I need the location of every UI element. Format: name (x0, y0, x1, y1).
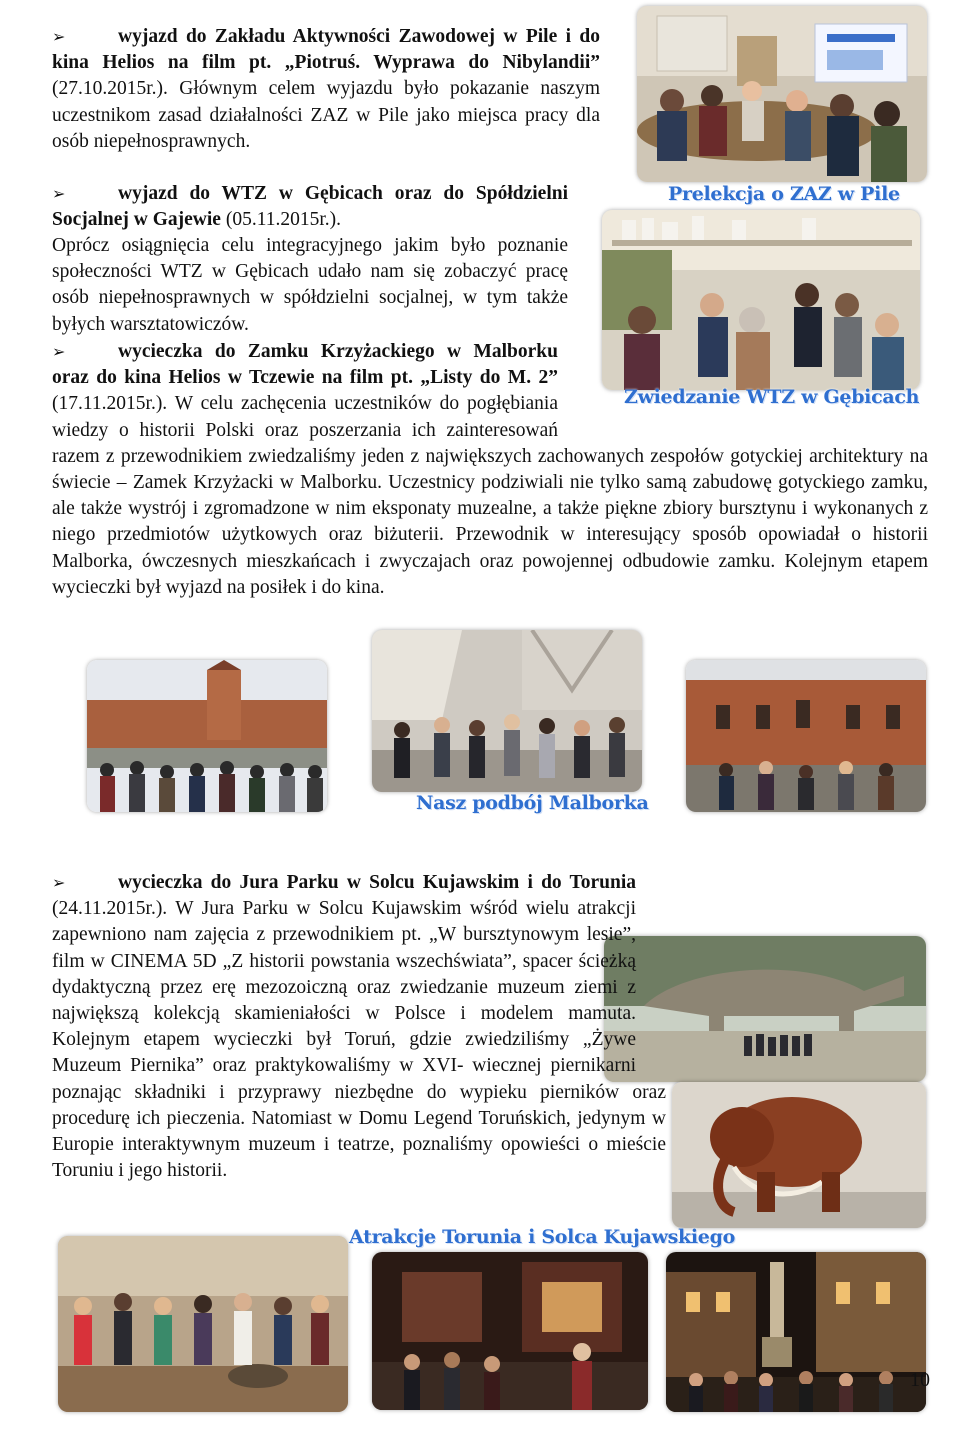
section-date: (27.10.2015r.). (52, 78, 168, 100)
photo-malbork-courtyard (87, 660, 327, 812)
caption-zaz: Prelekcja o ZAZ w Pile (668, 183, 900, 205)
section-title: wyjazd do WTZ w Gębicach oraz do Spółdzielni Socjalnej w Gajewie (52, 183, 568, 231)
bullet-icon: ➢ (52, 27, 66, 46)
bullet-icon: ➢ (52, 873, 66, 892)
photo-zaz-lecture (637, 6, 927, 182)
caption-malbork: Nasz podbój Malborka (416, 792, 649, 814)
section-body: Głównym celem wyjazdu było pokazanie naszym uczestnikom zasad działalności ZAZ w Pile jako miejsca pracy dla osób niepełnosprawnych. (52, 78, 600, 152)
section-title: wycieczka do Jura Parku w Solcu Kujawskim i do Torunia (118, 872, 636, 893)
photo-malbork-walls (686, 660, 926, 812)
section-wtz-body: Oprócz osiągnięcia celu integracyjnego jakim było poznanie społeczności WTZ w Gębicach udało nam się zobaczyć pracę osób niepełnosprawnych w spółdzielni socjalnej, w tym także byłych warsztatowiczów. (52, 235, 568, 335)
caption-torun: Atrakcje Torunia i Solca Kujawskiego (349, 1226, 735, 1248)
photo-malbork-interior (372, 630, 642, 792)
section-date: (24.11.2015r.). (52, 898, 168, 920)
caption-wtz: Zwiedzanie WTZ w Gębicach (624, 386, 920, 408)
section-title: wycieczka do Zamku Krzyżackiego w Malborku oraz do kina Helios w Tczewie na film pt. „Listy do M. 2” (52, 341, 558, 389)
photo-gingerbread-workshop (58, 1236, 348, 1412)
section-body: W celu zachęcenia uczestników do pogłębiania wiedzy o historii Polski oraz poszerzania ich zainteresowań razem z przewodnikiem zwiedzaliśmy jeden z największych zachowanych zespołów gotyckiej architektury na świecie – Zamek Krzyżacki w Malborku. Uczestnicy podziwiali nie tylko samą zabudowę gotyckiego zamku, ale także wystrój i zgromadzone w nim eksponaty muzealne, a także piękne zbiory bursztynu i wykonanych z niego przedmiotów użytkowych oraz biżuterii. Przewodnik w interesujący sposób opowiadał o historii Malborka, ówczesnych mieszkańcach i zwyczajach oraz powojennej odbudowie zamku. Kolejnym etapem wycieczki był wyjazd na posiłek i do kina. (52, 393, 928, 598)
section-wtz (52, 181, 568, 233)
section-malbork (52, 339, 928, 601)
photo-torun-night (666, 1252, 926, 1412)
section-body: W Jura Parku w Solcu Kujawskim wśród wielu atrakcji zapewniono nam zajęcia z przewodnikiem pt. „W bursztynowym lesie”, film w CINEMA 5D „Z historii powstania wszechświata”, spacer ścieżką dydaktyczną przez erę mezozoiczną oraz zwiedzanie muzeum ziemi z największą kolekcją skamieniałości w Polsce i modelem mamuta. Kolejnym etapem wycieczki był Toruń, gdzie zwiedziliśmy „Żywe Muzeum Piernika” oraz praktykowaliśmy w XVI- wiecznej piernikarni poznając składniki i przyprawy niezbędne do wypieku pierników oraz procedurę ich pieczenia. Natomiast w Domu Legend Toruńskich, jedynym w Europie interaktywnym muzeum i teatrze, poznaliśmy opowieści o mieście Toruniu i jego historii. (52, 898, 666, 1182)
section-date: (17.11.2015r.). (52, 393, 168, 415)
float-spacer (558, 339, 928, 419)
section-date: (05.11.2015r.). (225, 209, 342, 231)
section-zaz (52, 24, 600, 155)
page-number: 10 (910, 1369, 930, 1391)
section-title: wyjazd do Zakładu Aktywności Zawodowej w Pile i do kina Helios na film pt. „Piotruś. Wyprawa do Nibylandii” (52, 26, 600, 74)
section-jura-park (52, 870, 928, 1239)
float-spacer (666, 1079, 928, 1239)
bullet-icon: ➢ (52, 342, 66, 361)
float-spacer (636, 870, 928, 1079)
photo-legend-house (372, 1252, 648, 1410)
bullet-icon: ➢ (52, 184, 66, 203)
